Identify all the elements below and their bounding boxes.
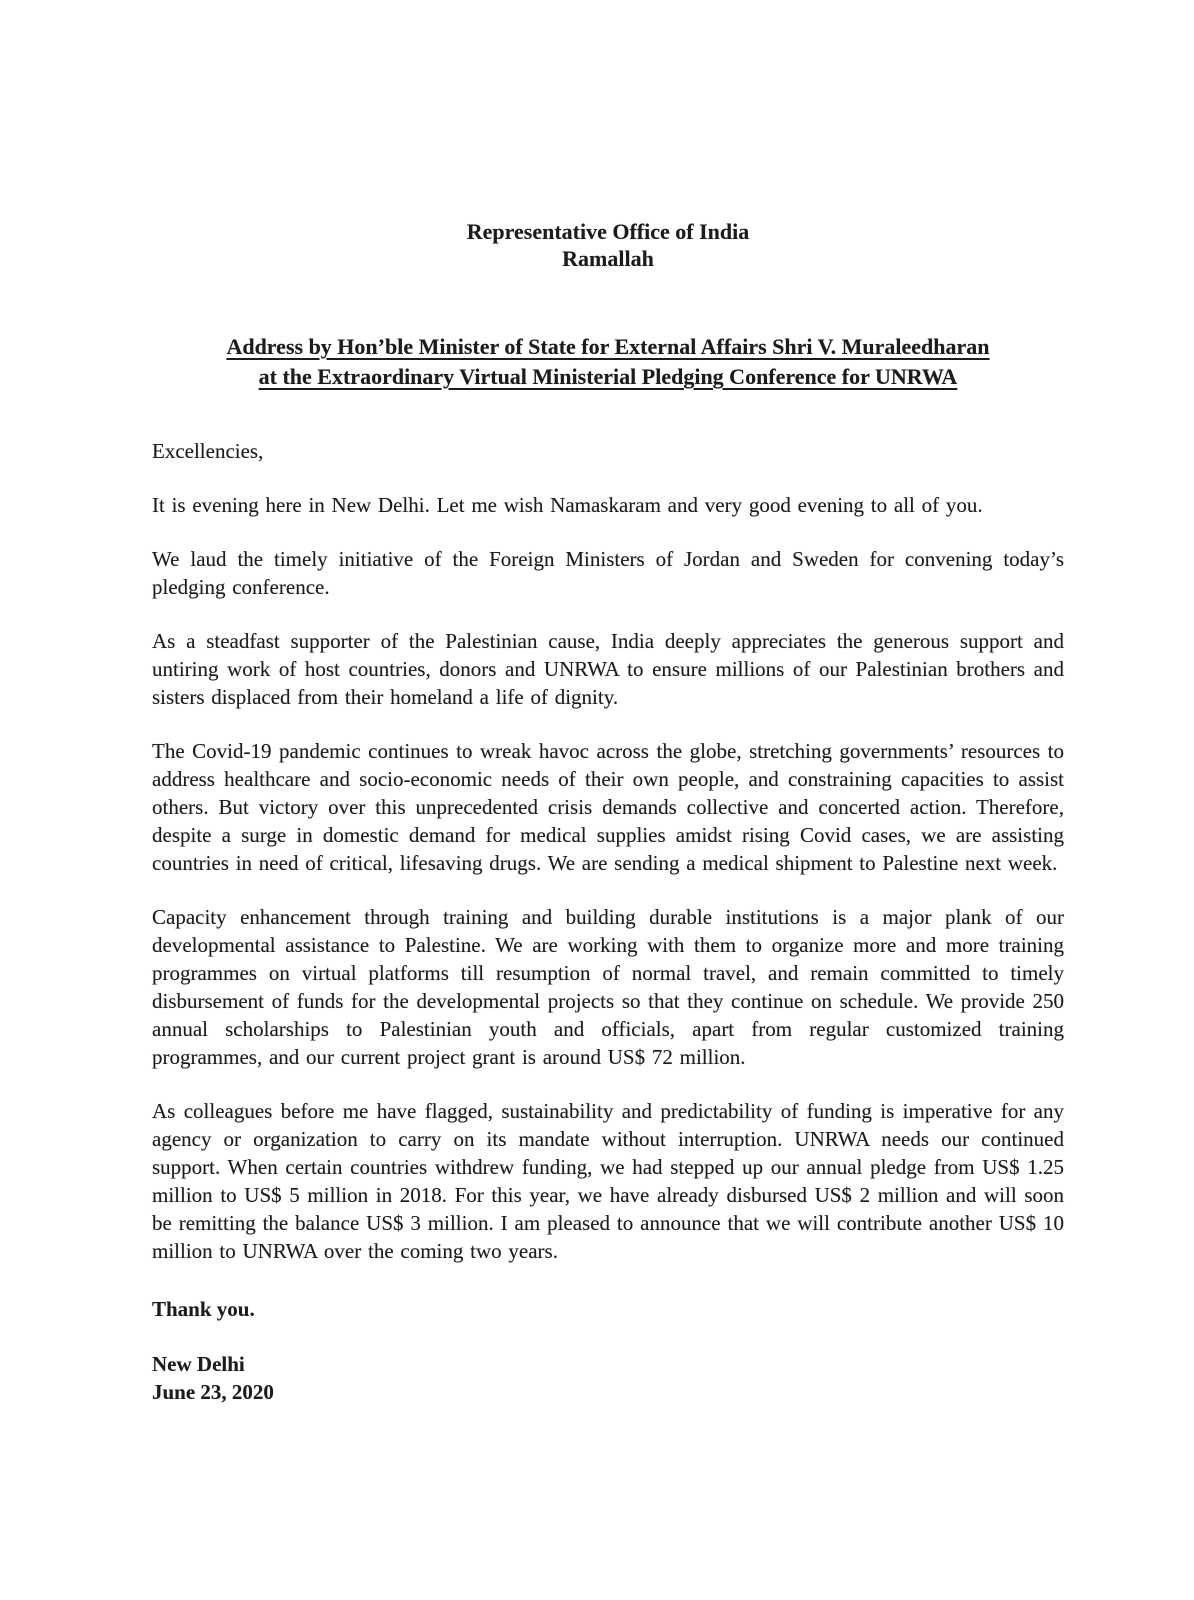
letterhead-city: Ramallah [562, 246, 654, 271]
letter-title-line2: at the Extraordinary Virtual Ministerial Pledging Conference for UNRWA [258, 364, 958, 389]
paragraph-laud-initiative: We laud the timely initiative of the Foreign Ministers of Jordan and Sweden for convening today’s pledging conference. [152, 547, 1064, 599]
closing-thanks: Thank you. [152, 1297, 255, 1321]
letterhead [152, 218, 1064, 272]
paragraph-greeting: It is evening here in New Delhi. Let me wish Namaskaram and very good evening to all of you. [152, 493, 983, 517]
signoff-block [152, 1350, 1064, 1406]
letter-title [152, 332, 1064, 392]
letter-title-line1: Address by Hon’ble Minister of State for External Affairs Shri V. Muraleedharan [226, 334, 990, 359]
paragraph-funding-pledge: As colleagues before me have flagged, sustainability and predictability of funding is imperative for any agency or organization to carry on its mandate without interruption. UNRWA needs our continued support. When certain countries withdrew funding, we had stepped up our annual pledge from US$ 1.25 million to US$ 5 million in 2018. For this year, we have already disbursed US$ 2 million and will soon be remitting the balance US$ 3 million. I am pleased to announce that we will contribute another US$ 10 million to UNRWA over the coming two years. [152, 1099, 1064, 1263]
letter-body [152, 437, 1064, 1406]
signoff-date: June 23, 2020 [152, 1380, 274, 1404]
signoff-place: New Delhi [152, 1352, 245, 1376]
paragraph-steadfast-supporter: As a steadfast supporter of the Palestinian cause, India deeply appreciates the generous support and untiring work of host countries, donors and UNRWA to ensure millions of our Palestinian brothers and sisters displaced from their homeland a life of dignity. [152, 629, 1064, 709]
paragraph-covid-pandemic: The Covid-19 pandemic continues to wreak havoc across the globe, stretching governments’ resources to address healthcare and socio-economic needs of their own people, and constraining capacities to assist others. But victory over this unprecedented crisis demands collective and concerted action. Therefore, despite a surge in domestic demand for medical supplies amidst rising Covid cases, we are assisting countries in need of critical, lifesaving drugs. We are sending a medical shipment to Palestine next week. [152, 739, 1064, 875]
paragraph-capacity-enhancement: Capacity enhancement through training and building durable institutions is a major plank of our developmental assistance to Palestine. We are working with them to organize more and more training programmes on virtual platforms till resumption of normal travel, and remain committed to timely disbursement of funds for the developmental projects so that they continue on schedule. We provide 250 annual scholarships to Palestinian youth and officials, apart from regular customized training programmes, and our current project grant is around US$ 72 million. [152, 905, 1064, 1069]
letterhead-office: Representative Office of India [466, 219, 750, 244]
salutation: Excellencies, [152, 439, 264, 463]
